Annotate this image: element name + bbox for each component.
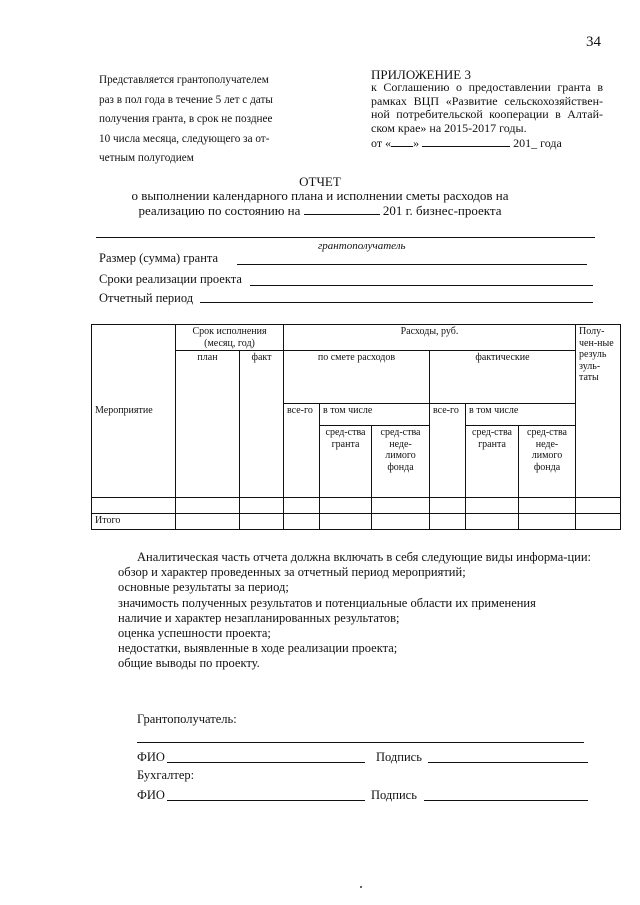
appendix-date <box>371 135 603 150</box>
col-by-estimate: по смете расходов <box>284 351 430 404</box>
col-expenses: Расходы, руб. <box>284 325 576 351</box>
page-number: 34 <box>586 34 601 50</box>
report-table <box>91 324 621 530</box>
note-line: Представляется грантополучателем <box>99 74 269 86</box>
grantee-signature-label: Грантополучатель: <box>137 712 237 726</box>
scan-mark <box>360 886 362 888</box>
date-mid: » <box>413 136 420 151</box>
col-total-estimate: все-го <box>284 404 320 498</box>
list-item: обзор и характер проведенных за отчетный период мероприятий; <box>118 565 466 580</box>
appendix-text: к Соглашению о предоставлении гранта в рамках ВЦП «Развитие сельскохозяйствен-ной потребительской кооперации в Алтай-ском крае» на 2015-2017 годы. <box>371 80 603 135</box>
signature-line-accountant <box>424 800 588 801</box>
list-item: основные результаты за период; <box>118 580 289 595</box>
list-item: оценка успешности проекта; <box>118 626 271 641</box>
col-total-actual: все-го <box>430 404 466 498</box>
report-title: ОТЧЕТ <box>299 174 341 189</box>
note-line: 10 числа месяца, следующего за от- <box>99 132 270 145</box>
report-title-block <box>0 175 640 218</box>
accountant-label: Бухгалтер: <box>137 768 195 782</box>
fio-label-grantee: ФИО <box>137 750 165 764</box>
submission-note <box>99 71 297 169</box>
month-blank <box>422 135 510 147</box>
col-term: Срок исполнения (месяц, год) <box>176 325 284 351</box>
grantee-signature-line <box>137 742 584 743</box>
col-event: Мероприятие <box>92 325 176 498</box>
grantee-line <box>96 237 595 238</box>
terms-line <box>250 285 593 286</box>
signature-line-grantee <box>428 762 588 763</box>
grantee-caption: грантополучатель <box>318 240 406 252</box>
subtitle-suffix: 201 г. бизнес-проекта <box>382 203 502 218</box>
date-blank <box>304 203 380 215</box>
list-item: общие выводы по проекту. <box>118 656 260 671</box>
signature-label-accountant: Подпись <box>371 788 417 802</box>
col-indivisible-estimate: сред-ства неде-лимого фонда <box>372 426 430 498</box>
date-prefix: от « <box>371 136 392 151</box>
fio-label-accountant: ФИО <box>137 788 165 802</box>
appendix-title: ПРИЛОЖЕНИЕ 3 <box>371 67 471 82</box>
analytics-intro: Аналитическая часть отчета должна включать в себя следующие виды информа-ции: <box>137 550 591 564</box>
table-row <box>92 498 621 514</box>
col-grant-funds-actual: сред-ства гранта <box>466 426 519 498</box>
period-label: Отчетный период <box>99 291 194 305</box>
period-line <box>200 302 593 303</box>
note-line: раз в пол года в течение 5 лет с даты <box>99 93 273 106</box>
col-grant-funds-estimate: сред-ства гранта <box>320 426 372 498</box>
report-subtitle: о выполнении календарного плана и исполнении сметы расходов на <box>131 188 509 203</box>
col-actual: фактические <box>430 351 576 404</box>
note-line: получения гранта, в срок не позднее <box>99 113 273 126</box>
row-total-label: Итого <box>92 514 176 530</box>
fio-line-accountant <box>167 800 365 801</box>
analytics-section <box>99 550 614 672</box>
date-suffix: 201_ года <box>513 136 562 151</box>
note-line: четным полугодием <box>99 152 194 165</box>
subtitle-prefix: реализацию по состоянию на <box>138 203 301 218</box>
fio-line-grantee <box>167 762 365 763</box>
col-fact: факт <box>240 351 284 498</box>
day-blank <box>391 135 413 147</box>
list-item: недостатки, выявленные в ходе реализации проекта; <box>118 641 398 656</box>
signature-label-grantee: Подпись <box>376 750 422 764</box>
col-plan: план <box>176 351 240 498</box>
total-row <box>92 514 621 530</box>
report-subtitle-line2 <box>0 203 640 218</box>
col-incl-actual: в том числе <box>466 404 576 426</box>
col-incl-estimate: в том числе <box>320 404 430 426</box>
appendix-block <box>371 68 603 150</box>
col-results: Полу-чен-ные резуль зуль-таты <box>576 325 621 498</box>
col-indivisible-actual: сред-ства неде-лимого фонда <box>519 426 576 498</box>
list-item: значимость полученных результатов и потенциальные области их применения <box>118 595 536 610</box>
grant-size-line <box>237 264 587 265</box>
terms-label: Сроки реализации проекта <box>99 272 242 286</box>
grant-size-label: Размер (сумма) гранта <box>99 251 219 265</box>
list-item: наличие и характер незапланированных результатов; <box>118 610 400 625</box>
